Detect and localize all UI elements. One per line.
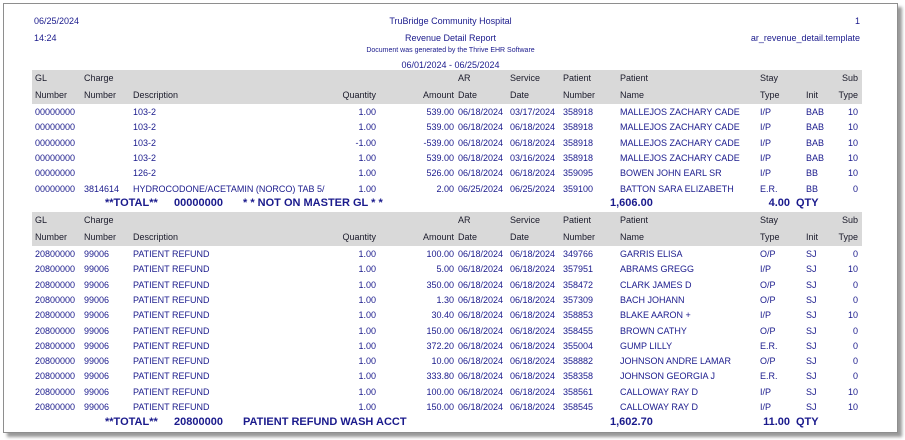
cell-charge-number: 99006 — [84, 294, 110, 305]
cell-service-date: 06/18/2024 — [510, 386, 556, 397]
cell-quantity: 1.00 — [358, 249, 376, 259]
cell-patient-name: ABRAMS GREGG — [620, 264, 695, 275]
cell-quantity: 1.00 — [358, 386, 376, 397]
report-title: Revenue Detail Report — [404, 33, 497, 43]
cell-amount: 539.00 — [426, 152, 454, 163]
table-row — [4, 278, 897, 293]
col-patient-name: Patient — [620, 215, 649, 225]
cell-amount: 5.00 — [436, 264, 454, 275]
date-range: 06/01/2024 - 06/25/2024 — [401, 60, 500, 70]
cell-quantity: -1.00 — [355, 137, 376, 148]
cell-charge-number: 99006 — [84, 249, 110, 259]
cell-charge-number: 99006 — [84, 310, 110, 321]
cell-ar-date: 06/18/2024 — [458, 371, 504, 382]
col-charge: Charge — [84, 73, 114, 83]
cell-patient-name: CALLOWAY RAY D — [620, 386, 699, 397]
cell-description: PATIENT REFUND — [133, 325, 210, 336]
cell-amount: 150.00 — [426, 402, 454, 412]
total-gl: 20800000 — [174, 416, 223, 428]
page-number: 1 — [854, 16, 860, 26]
cell-ar-date: 06/18/2024 — [458, 402, 504, 412]
cell-init: SJ — [806, 310, 817, 321]
cell-amount: 526.00 — [426, 168, 454, 179]
cell-service-date: 06/18/2024 — [510, 294, 556, 305]
col-ar-date: Date — [458, 232, 478, 242]
cell-stay-type: E.R. — [760, 183, 778, 194]
col-service-date: Date — [510, 232, 530, 242]
cell-amount: 30.40 — [431, 310, 454, 321]
col-patient-number: Number — [563, 232, 596, 242]
cell-sub-type: 0 — [852, 340, 858, 351]
column-header-row-top — [4, 213, 897, 228]
cell-quantity: 1.00 — [358, 279, 376, 290]
cell-service-date: 03/17/2024 — [510, 107, 556, 117]
cell-stay-type: I/P — [760, 264, 772, 275]
cell-service-date: 06/25/2024 — [510, 183, 556, 194]
col-patient-name: Patient — [620, 73, 649, 83]
table-row — [4, 105, 897, 120]
table-row — [4, 324, 897, 339]
cell-charge-number: 99006 — [84, 279, 110, 290]
cell-quantity: 1.00 — [358, 152, 376, 163]
cell-init: BAB — [806, 152, 825, 163]
col-service-date: Date — [510, 90, 530, 100]
cell-sub-type: 10 — [847, 152, 858, 163]
generated-note: Document was generated by the Thrive EHR Software — [366, 47, 535, 54]
cell-init: BAB — [806, 107, 825, 117]
cell-stay-type: I/P — [760, 152, 772, 163]
cell-ar-date: 06/25/2024 — [458, 183, 504, 194]
cell-patient-name: MALLEJOS ZACHARY CADE — [620, 152, 740, 163]
cell-gl-number: 20800000 — [35, 371, 76, 382]
cell-amount: 1.30 — [436, 294, 454, 305]
cell-patient-name: CALLOWAY RAY D — [620, 402, 699, 412]
cell-sub-type: 10 — [847, 137, 858, 148]
cell-quantity: 1.00 — [358, 168, 376, 179]
cell-init: SJ — [806, 264, 817, 275]
cell-quantity: 1.00 — [358, 294, 376, 305]
cell-patient-name: BACH JOHANN — [620, 294, 685, 305]
cell-description: PATIENT REFUND — [133, 356, 210, 367]
col-gl: GL — [35, 73, 48, 83]
cell-amount: 100.00 — [426, 386, 454, 397]
col-quantity: Quantity — [342, 90, 376, 100]
table-row — [4, 120, 897, 135]
cell-service-date: 06/18/2024 — [510, 249, 556, 259]
col-ar: AR — [458, 215, 471, 225]
cell-service-date: 06/18/2024 — [510, 356, 556, 367]
col-amount: Amount — [422, 232, 454, 242]
cell-service-date: 06/18/2024 — [510, 122, 556, 133]
col-gl-number: Number — [35, 90, 68, 100]
col-gl-number: Number — [35, 232, 68, 242]
cell-init: SJ — [806, 371, 817, 382]
cell-gl-number: 00000000 — [35, 122, 76, 133]
cell-description: PATIENT REFUND — [133, 371, 210, 382]
cell-description: HYDROCODONE/ACETAMIN (NORCO) TAB 5/ — [133, 183, 325, 194]
group2-total-row — [4, 414, 897, 430]
col-stay: Stay — [760, 215, 779, 225]
cell-sub-type: 0 — [852, 371, 858, 382]
cell-description: PATIENT REFUND — [133, 294, 210, 305]
cell-quantity: 1.00 — [358, 340, 376, 351]
cell-description: PATIENT REFUND — [133, 386, 210, 397]
col-stay-type: Type — [760, 90, 780, 100]
cell-patient-name: MALLEJOS ZACHARY CADE — [620, 107, 740, 117]
cell-patient-number: 358455 — [563, 325, 594, 336]
table-row — [4, 166, 897, 181]
cell-patient-name: GARRIS ELISA — [620, 249, 683, 259]
cell-service-date: 06/18/2024 — [510, 310, 556, 321]
total-label: **TOTAL** — [105, 416, 158, 428]
cell-ar-date: 06/18/2024 — [458, 340, 504, 351]
cell-sub-type: 0 — [852, 325, 858, 336]
cell-service-date: 06/18/2024 — [510, 264, 556, 275]
cell-description: 126-2 — [133, 168, 157, 179]
cell-patient-number: 359095 — [563, 168, 594, 179]
cell-description: 103-2 — [133, 137, 157, 148]
total-unit: QTY — [796, 416, 819, 428]
cell-stay-type: I/P — [760, 122, 772, 133]
cell-gl-number: 20800000 — [35, 402, 76, 412]
cell-stay-type: E.R. — [760, 371, 778, 382]
cell-patient-number: 355004 — [563, 340, 594, 351]
cell-amount: 150.00 — [426, 325, 454, 336]
table-row — [4, 151, 897, 166]
cell-ar-date: 06/18/2024 — [458, 152, 504, 163]
cell-sub-type: 10 — [847, 402, 858, 412]
col-name: Name — [620, 232, 645, 242]
cell-stay-type: I/P — [760, 310, 772, 321]
cell-ar-date: 06/18/2024 — [458, 310, 504, 321]
cell-patient-name: BROWN CATHY — [620, 325, 687, 336]
cell-gl-number: 20800000 — [35, 386, 76, 397]
cell-ar-date: 06/18/2024 — [458, 122, 504, 133]
cell-patient-number: 357951 — [563, 264, 594, 275]
cell-init: BAB — [806, 122, 825, 133]
cell-ar-date: 06/18/2024 — [458, 249, 504, 259]
total-description: PATIENT REFUND WASH ACCT — [243, 416, 407, 428]
cell-patient-number: 358545 — [563, 402, 594, 412]
cell-init: BB — [806, 168, 819, 179]
cell-gl-number: 20800000 — [35, 294, 76, 305]
cell-ar-date: 06/18/2024 — [458, 356, 504, 367]
cell-charge-number: 3814614 — [84, 183, 120, 194]
cell-sub-type: 10 — [847, 122, 858, 133]
col-quantity: Quantity — [342, 232, 376, 242]
cell-stay-type: E.R. — [760, 340, 778, 351]
cell-gl-number: 20800000 — [35, 310, 76, 321]
cell-init: SJ — [806, 325, 817, 336]
col-charge-number: Number — [84, 90, 117, 100]
col-init: Init — [806, 232, 819, 242]
table-row — [4, 354, 897, 369]
col-sub: Sub — [841, 215, 858, 225]
cell-service-date: 06/18/2024 — [510, 137, 556, 148]
cell-amount: 333.80 — [426, 371, 454, 382]
cell-description: 103-2 — [133, 122, 157, 133]
cell-amount: -539.00 — [423, 137, 454, 148]
col-init: Init — [806, 90, 819, 100]
cell-init: SJ — [806, 402, 817, 412]
cell-gl-number: 00000000 — [35, 183, 76, 194]
cell-ar-date: 06/18/2024 — [458, 294, 504, 305]
cell-quantity: 1.00 — [358, 310, 376, 321]
cell-stay-type: I/P — [760, 107, 772, 117]
cell-ar-date: 06/18/2024 — [458, 386, 504, 397]
col-patient-number: Number — [563, 90, 596, 100]
col-stay-type: Type — [760, 232, 780, 242]
cell-patient-name: BOWEN JOHN EARL SR — [620, 168, 722, 179]
cell-patient-name: GUMP LILLY — [620, 340, 673, 351]
col-gl: GL — [35, 215, 48, 225]
cell-quantity: 1.00 — [358, 325, 376, 336]
cell-sub-type: 0 — [852, 356, 858, 367]
cell-amount: 100.00 — [426, 249, 454, 259]
cell-service-date: 06/18/2024 — [510, 402, 556, 412]
col-charge: Charge — [84, 215, 114, 225]
cell-patient-number: 358918 — [563, 107, 594, 117]
cell-charge-number: 99006 — [84, 386, 110, 397]
cell-patient-name: CLARK JAMES D — [620, 279, 692, 290]
cell-description: PATIENT REFUND — [133, 310, 210, 321]
total-amount: 1,602.70 — [610, 416, 653, 428]
table-row — [4, 385, 897, 400]
table-row — [4, 247, 897, 262]
total-label: **TOTAL** — [105, 197, 158, 209]
cell-patient-name: BATTON SARA ELIZABETH — [620, 183, 734, 194]
cell-init: SJ — [806, 340, 817, 351]
cell-gl-number: 00000000 — [35, 137, 76, 148]
cell-stay-type: O/P — [760, 325, 776, 336]
cell-patient-name: BLAKE AARON + — [620, 310, 691, 321]
cell-description: 103-2 — [133, 107, 157, 117]
col-service: Service — [510, 215, 541, 225]
total-amount: 1,606.00 — [610, 197, 653, 209]
cell-amount: 539.00 — [426, 107, 454, 117]
cell-charge-number: 99006 — [84, 371, 110, 382]
cell-gl-number: 00000000 — [35, 107, 76, 117]
cell-stay-type: O/P — [760, 249, 776, 259]
cell-gl-number: 00000000 — [35, 168, 76, 179]
cell-patient-number: 357309 — [563, 294, 594, 305]
cell-ar-date: 06/18/2024 — [458, 325, 504, 336]
cell-description: PATIENT REFUND — [133, 340, 210, 351]
col-ar-date: Date — [458, 90, 478, 100]
cell-patient-number: 359100 — [563, 183, 594, 194]
cell-description: 103-2 — [133, 152, 157, 163]
cell-ar-date: 06/18/2024 — [458, 168, 504, 179]
cell-init: BAB — [806, 137, 825, 148]
cell-sub-type: 0 — [852, 249, 858, 259]
col-sub-type: Type — [838, 90, 858, 100]
col-sub-type: Type — [838, 232, 858, 242]
cell-gl-number: 20800000 — [35, 340, 76, 351]
col-sub: Sub — [841, 73, 858, 83]
cell-sub-type: 10 — [847, 264, 858, 275]
cell-charge-number: 99006 — [84, 264, 110, 275]
cell-quantity: 1.00 — [358, 264, 376, 275]
hospital-name: TruBridge Community Hospital — [389, 16, 512, 26]
table-row — [4, 262, 897, 277]
cell-sub-type: 10 — [847, 386, 858, 397]
cell-patient-name: JOHNSON ANDRE LAMAR — [620, 356, 732, 367]
table-row — [4, 136, 897, 151]
cell-stay-type: I/P — [760, 137, 772, 148]
total-gl: 00000000 — [174, 197, 223, 209]
col-patient: Patient — [563, 215, 592, 225]
cell-service-date: 06/18/2024 — [510, 340, 556, 351]
cell-charge-number: 99006 — [84, 340, 110, 351]
cell-service-date: 06/18/2024 — [510, 325, 556, 336]
total-quantity: 11.00 — [763, 416, 790, 428]
table-row — [4, 339, 897, 354]
cell-quantity: 1.00 — [358, 402, 376, 412]
col-name: Name — [620, 90, 645, 100]
cell-sub-type: 0 — [852, 294, 858, 305]
col-charge-number: Number — [84, 232, 117, 242]
cell-sub-type: 10 — [847, 168, 858, 179]
cell-description: PATIENT REFUND — [133, 264, 210, 275]
cell-patient-name: JOHNSON GEORGIA J — [620, 371, 716, 382]
cell-gl-number: 20800000 — [35, 264, 76, 275]
cell-sub-type: 0 — [852, 183, 858, 194]
cell-init: SJ — [806, 386, 817, 397]
cell-quantity: 1.00 — [358, 107, 376, 117]
total-quantity: 4.00 — [768, 197, 790, 209]
total-unit: QTY — [796, 197, 819, 209]
cell-quantity: 1.00 — [358, 356, 376, 367]
column-header-row-bottom — [4, 88, 897, 103]
cell-gl-number: 00000000 — [35, 152, 76, 163]
col-amount: Amount — [422, 90, 454, 100]
cell-sub-type: 0 — [852, 279, 858, 290]
cell-init: SJ — [806, 356, 817, 367]
group1-total-row — [4, 195, 897, 211]
col-description: Description — [133, 232, 179, 242]
cell-ar-date: 06/18/2024 — [458, 107, 504, 117]
cell-stay-type: I/P — [760, 386, 772, 397]
cell-gl-number: 20800000 — [35, 249, 76, 259]
cell-patient-number: 358358 — [563, 371, 594, 382]
cell-ar-date: 06/18/2024 — [458, 264, 504, 275]
cell-patient-name: MALLEJOS ZACHARY CADE — [620, 137, 740, 148]
cell-amount: 539.00 — [426, 122, 454, 133]
table-row — [4, 308, 897, 323]
cell-amount: 10.00 — [431, 356, 454, 367]
cell-stay-type: O/P — [760, 279, 776, 290]
cell-service-date: 03/16/2024 — [510, 152, 556, 163]
cell-service-date: 06/18/2024 — [510, 371, 556, 382]
cell-amount: 350.00 — [426, 279, 454, 290]
cell-charge-number: 99006 — [84, 402, 110, 412]
cell-gl-number: 20800000 — [35, 325, 76, 336]
template-name: ar_revenue_detail.template — [750, 33, 860, 43]
cell-patient-number: 358918 — [563, 137, 594, 148]
col-ar: AR — [458, 73, 471, 83]
cell-description: PATIENT REFUND — [133, 402, 210, 412]
cell-stay-type: I/P — [760, 168, 772, 179]
cell-patient-number: 358918 — [563, 152, 594, 163]
total-description: * * NOT ON MASTER GL * * — [243, 197, 383, 209]
cell-ar-date: 06/18/2024 — [458, 279, 504, 290]
cell-init: BB — [806, 183, 819, 194]
col-description: Description — [133, 90, 179, 100]
col-stay: Stay — [760, 73, 779, 83]
table-row — [4, 293, 897, 308]
report-date: 06/25/2024 — [34, 16, 80, 26]
table-row — [4, 369, 897, 384]
cell-service-date: 06/18/2024 — [510, 279, 556, 290]
cell-quantity: 1.00 — [358, 183, 376, 194]
cell-description: PATIENT REFUND — [133, 279, 210, 290]
report-time: 14:24 — [34, 33, 57, 43]
cell-charge-number: 99006 — [84, 356, 110, 367]
cell-patient-number: 358918 — [563, 122, 594, 133]
column-header-row-bottom — [4, 230, 897, 245]
report-page — [3, 3, 898, 433]
cell-amount: 2.00 — [436, 183, 454, 194]
col-patient: Patient — [563, 73, 592, 83]
cell-quantity: 1.00 — [358, 371, 376, 382]
cell-stay-type: I/P — [760, 402, 772, 412]
cell-init: SJ — [806, 294, 817, 305]
cell-description: PATIENT REFUND — [133, 249, 210, 259]
cell-quantity: 1.00 — [358, 122, 376, 133]
cell-init: SJ — [806, 249, 817, 259]
column-header-row-top — [4, 71, 897, 86]
cell-patient-number: 358561 — [563, 386, 594, 397]
cell-stay-type: O/P — [760, 356, 776, 367]
cell-patient-number: 358853 — [563, 310, 594, 321]
cell-init: SJ — [806, 279, 817, 290]
cell-stay-type: O/P — [760, 294, 776, 305]
cell-sub-type: 10 — [847, 310, 858, 321]
cell-gl-number: 20800000 — [35, 356, 76, 367]
cell-ar-date: 06/18/2024 — [458, 137, 504, 148]
col-service: Service — [510, 73, 541, 83]
cell-gl-number: 20800000 — [35, 279, 76, 290]
cell-patient-number: 358882 — [563, 356, 594, 367]
cell-amount: 372.20 — [426, 340, 454, 351]
cell-charge-number: 99006 — [84, 325, 110, 336]
table-row — [4, 400, 897, 415]
cell-sub-type: 10 — [847, 107, 858, 117]
cell-patient-number: 349766 — [563, 249, 594, 259]
cell-patient-number: 358472 — [563, 279, 594, 290]
cell-service-date: 06/18/2024 — [510, 168, 556, 179]
cell-patient-name: MALLEJOS ZACHARY CADE — [620, 122, 740, 133]
